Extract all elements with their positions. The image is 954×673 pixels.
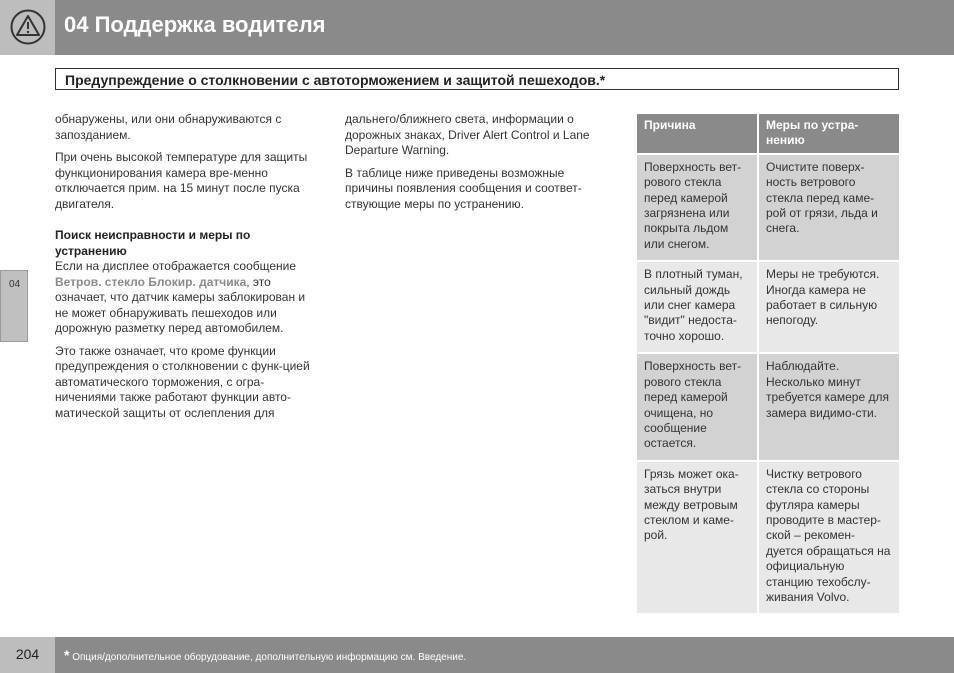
paragraph [55,259,320,337]
table-cell: Наблюдайте. Несколько минут требуется камере для замера видимо-сти. [758,353,899,460]
page-number: 204 [0,637,55,673]
paragraph: дальнего/ближнего света, информации о дорожных знаках, Driver Alert Control и Lane Departure Warning. [345,112,590,157]
table-cell: Меры не требуются. Иногда камера не работает в сильную непогоду. [758,261,899,353]
paragraph: обнаружены, или они обнаруживаются с запозданием. [55,112,282,142]
text: Если на дисплее отображается сообщение [55,259,297,273]
column-1 [55,112,320,428]
paragraph: При очень высокой температуре для защиты функционирования камера вре-менно отключается прим. на 15 минут после пуска двигателя. [55,150,308,211]
chapter-title: 04 Поддержка водителя [64,12,326,37]
asterisk: * [64,647,70,663]
chapter-header [0,0,954,55]
subheading: Поиск неисправности и меры по устранению [55,228,251,258]
table-row [637,261,899,353]
warning-triangle-icon [10,9,46,45]
troubleshooting-table [637,114,899,613]
footnote-text: Опция/дополнительное оборудование, дополнительную информацию см. Введение. [69,652,467,663]
table-header-row [637,114,899,154]
table-cell: Очистите поверх-ность ветрового стекла перед каме-рой от грязи, льда и снега. [758,154,899,261]
table-cell: Поверхность вет-рового стекла перед камерой загрязнена или покрыта льдом или снегом. [637,154,758,261]
side-tab-label: 04 [9,279,21,290]
table-row [637,461,899,614]
section-title: Предупреждение о столкновении с автоторможением и защитой пешеходов.* [55,68,899,90]
chapter-side-tab [0,270,28,342]
table-header-remedy: Меры по устра-нению [758,114,899,154]
table-row [637,353,899,460]
paragraph: Это также означает, что кроме функции предупреждения о столкновении с функ-цией автоматического торможения, с огра-ничениями также работают функции авто-матической защиты от ослепления для [55,343,310,420]
table-cell: Грязь может ока-заться внутри между ветровым стеклом и каме-рой. [637,461,758,614]
table-row [637,154,899,261]
paragraph: В таблице ниже приведены возможные причины появления сообщения и соответ-ствующие меры по устранению. [345,165,582,211]
warning-box [0,0,55,55]
page-footer [0,637,954,673]
table-cell: Поверхность вет-рового стекла перед камерой очищена, но сообщение остается. [637,353,758,460]
table-cell: Чистку ветрового стекла со стороны футляра камеры проводите в мастер-ской – рекомен-дуется обращаться на официальную станцию техобслу-живания Volvo. [758,461,899,614]
table-header-cause: Причина [637,114,758,154]
footnote [64,647,466,663]
text: , это означает, что датчик камеры заблокирован и не может обнаруживать пешеходов или дорожную разметку перед автомобилем. [55,274,306,335]
column-2 [345,112,610,219]
table-cell: В плотный туман, сильный дождь или снег камера "видит" недоста-точно хорошо. [637,261,758,353]
display-message: Ветров. стекло Блокир. датчика [55,274,247,289]
